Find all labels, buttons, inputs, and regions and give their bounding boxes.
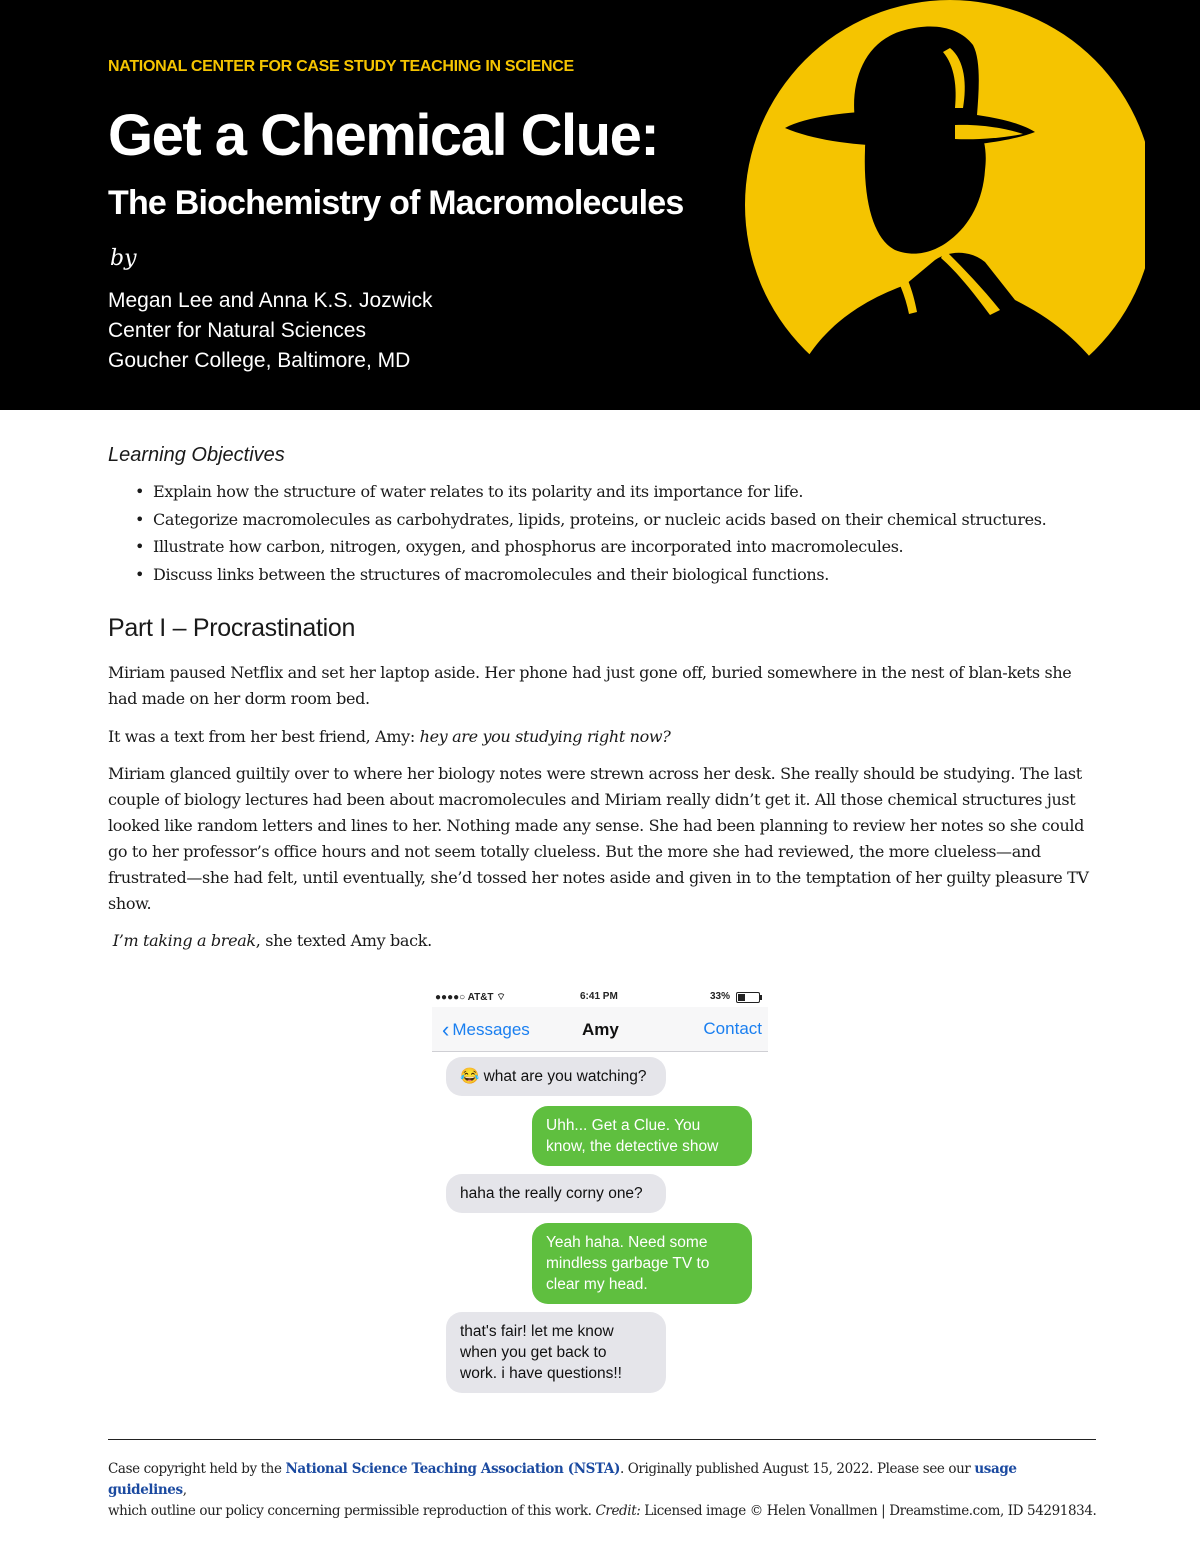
status-bar	[432, 985, 768, 1007]
paragraph-4	[108, 928, 1098, 954]
back-button[interactable]: ‹ Messages	[442, 1017, 530, 1042]
paragraph-4-quote: I’m taking a break	[112, 931, 256, 950]
footer-line-2: which outline our policy concerning permissible reproduction of this work. Credit: Licensed image © Helen Vonallmen | Dreamstime.com, ID 54291834.	[108, 1503, 1097, 1519]
paragraph-2	[108, 724, 1098, 750]
author-department: Center for Natural Sciences	[108, 319, 366, 342]
chevron-left-icon: ‹	[442, 1017, 450, 1042]
list-item: • Categorize macromolecules as carbohydrates, lipids, proteins, or nucleic acids based on their chemical structures.	[135, 506, 1046, 534]
paragraph-2-text: It was a text from her best friend, Amy:	[108, 727, 420, 746]
paragraph-1: Miriam paused Netflix and set her laptop aside. Her phone had just gone off, buried somewhere in the nest of blan-kets she had made on her dorm room bed.	[108, 663, 1072, 708]
learning-objectives-list	[135, 478, 1046, 588]
header-banner	[0, 0, 1200, 410]
contact-button[interactable]: Contact	[703, 1019, 762, 1038]
nsta-link[interactable]: National Science Teaching Association (NSTA)	[285, 1461, 620, 1477]
conversation-title: Amy	[582, 1020, 619, 1039]
paragraph-4-text: , she texted Amy back.	[255, 931, 432, 950]
status-time: 6:41 PM	[580, 991, 618, 1002]
detective-silhouette-illustration	[745, 0, 1145, 410]
copyright-footer	[108, 1459, 1098, 1522]
learning-objectives-heading: Learning Objectives	[108, 444, 285, 466]
author-names: Megan Lee and Anna K.S. Jozwick	[108, 289, 433, 312]
footer-line-1: Case copyright held by the National Science Teaching Association (NSTA). Originally published August 15, 2022. Please see our usage guidelines,	[108, 1461, 1017, 1498]
author-institution: Goucher College, Baltimore, MD	[108, 349, 411, 372]
case-title: Get a Chemical Clue:	[108, 103, 659, 168]
credit-label: Credit:	[595, 1503, 641, 1519]
case-subtitle: The Biochemistry of Macromolecules	[108, 184, 684, 222]
footer-divider	[108, 1439, 1096, 1440]
message-bubble-outgoing: Yeah haha. Need some mindless garbage TV to clear my head.	[532, 1223, 752, 1304]
organization-name: NATIONAL CENTER FOR CASE STUDY TEACHING IN SCIENCE	[108, 58, 574, 75]
battery-icon	[736, 992, 760, 1003]
message-bubble-outgoing: Uhh... Get a Clue. You know, the detective show	[532, 1106, 752, 1166]
paragraph-2-quote: hey are you studying right now?	[419, 727, 671, 746]
list-item: • Illustrate how carbon, nitrogen, oxygen, and phosphorus are incorporated into macromolecules.	[135, 533, 1046, 561]
message-bubble-incoming: haha the really corny one?	[446, 1174, 666, 1213]
list-item: • Explain how the structure of water relates to its polarity and its importance for life.	[135, 478, 1046, 506]
carrier-signal: ●●●●○ AT&T ⌔	[435, 992, 506, 1003]
author-block	[108, 286, 433, 376]
message-bubble-incoming: 😂 what are you watching?	[446, 1057, 666, 1096]
paragraph-3: Miriam glanced guiltily over to where her biology notes were strewn across her desk. She really should be studying. The last couple of biology lectures had been about macromolecules and Miriam really didn’t get it. All those chemical structures just looked like random letters and lines to her. Nothing made any sense. She had been planning to review her notes so she could go to her professor’s office hours and not seem totally clueless. But the more she had reviewed, the more clueless—and frustrated—she had felt, until eventually, she’d tossed her notes aside and given in to the temptation of her guilty pleasure TV show.	[108, 764, 1089, 913]
by-label: by	[110, 246, 137, 271]
wifi-icon: ⌔	[496, 992, 506, 1003]
usage-guidelines-link[interactable]: usage guidelines	[108, 1461, 1017, 1498]
text-message-screenshot	[432, 985, 768, 1395]
list-item: • Discuss links between the structures of macromolecules and their biological functions.	[135, 561, 1046, 589]
battery-percent: 33%	[710, 991, 731, 1002]
message-bubble-incoming: that's fair! let me know when you get back to work. i have questions!!	[446, 1312, 666, 1393]
messages-nav-bar	[432, 1007, 768, 1052]
part-heading: Part I – Procrastination	[108, 614, 356, 642]
